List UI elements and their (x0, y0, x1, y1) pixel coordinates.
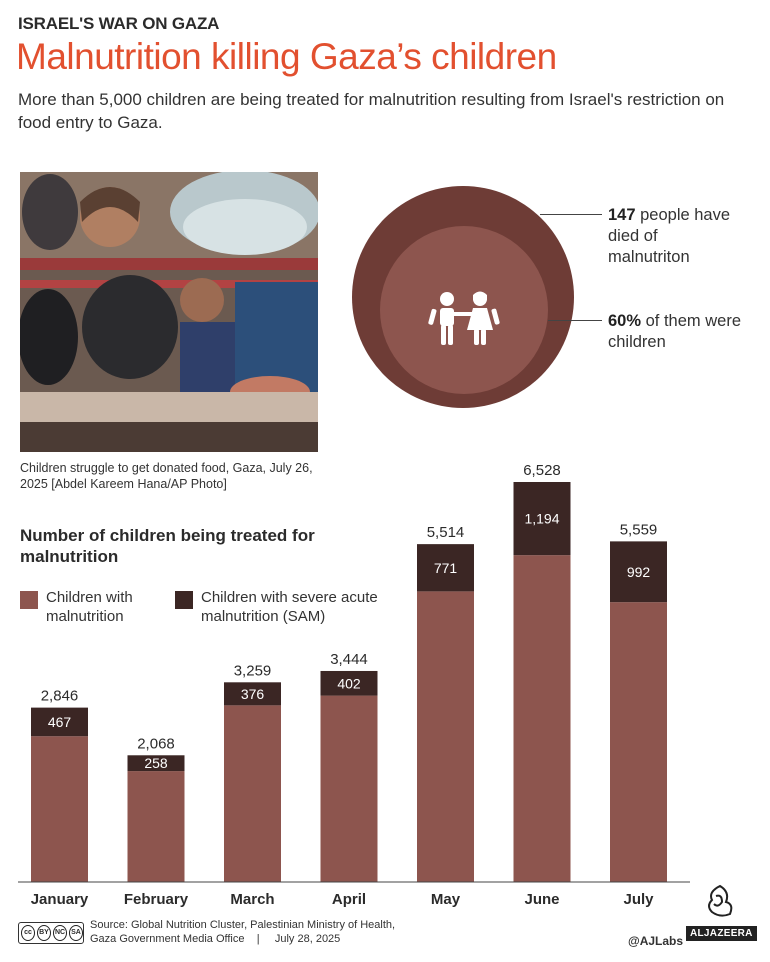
sam-value-label: 992 (626, 563, 651, 580)
source-note (90, 918, 395, 946)
total-value-label: 2,068 (137, 735, 175, 753)
section-kicker: ISRAEL'S WAR ON GAZA (18, 14, 220, 33)
cc-nc-icon: NC (53, 925, 67, 941)
aljazeera-emblem-icon (700, 884, 740, 918)
page-title: Malnutrition killing Gaza’s children (16, 36, 557, 77)
x-tick-label: January (30, 891, 89, 908)
sam-value-label: 1,194 (524, 510, 560, 527)
sam-value-label: 376 (240, 685, 265, 702)
x-tick-label: July (623, 891, 654, 908)
source-line-2: Gaza Government Media Office (90, 933, 245, 945)
cc-sa-icon: SA (69, 925, 83, 941)
total-value-label: 2,846 (40, 687, 79, 705)
x-tick-label: February (123, 891, 189, 908)
x-tick-label: March (230, 891, 275, 908)
cc-by-icon: BY (37, 925, 51, 941)
deaths-text: people have died of malnutriton (608, 206, 731, 266)
bar-malnutrition-january (31, 736, 88, 882)
bar-malnutrition-june (514, 555, 571, 882)
sam-value-label: 258 (144, 755, 168, 772)
total-value-label: 3,259 (233, 662, 272, 680)
sam-value-label: 402 (337, 675, 361, 692)
publish-date: July 28, 2025 (274, 933, 341, 945)
legend-label-malnutrition: Children with malnutrition (46, 589, 133, 625)
sam-value-label: 467 (47, 713, 72, 730)
photo-caption: Children struggle to get donated food, Gaza, July 26, 2025 [Abdel Kareem Hana/AP Photo] (20, 461, 313, 491)
bar-malnutrition-may (417, 591, 474, 882)
x-tick-label: June (524, 891, 560, 908)
total-value-label: 5,514 (426, 524, 465, 542)
bar-malnutrition-march (224, 705, 281, 882)
total-value-label: 6,528 (523, 462, 561, 479)
bar-malnutrition-april (321, 696, 378, 882)
sam-value-label: 771 (433, 559, 458, 576)
aj-labs-handle: @AJLabs (628, 934, 684, 948)
deaths-value: 147 (608, 206, 636, 224)
x-tick-label: May (430, 891, 461, 908)
source-separator: | (256, 933, 260, 945)
creative-commons-badge (18, 922, 84, 944)
bar-malnutrition-february (128, 771, 185, 882)
legend-label-sam: Children with severe acute malnutrition (SAM) (201, 589, 378, 625)
aljazeera-logo (686, 884, 754, 941)
children-text: of them were children (608, 312, 741, 351)
total-value-label: 5,559 (619, 521, 658, 539)
aljazeera-wordmark: ALJAZEERA (686, 926, 757, 941)
total-value-label: 3,444 (330, 650, 368, 668)
bar-malnutrition-july (610, 602, 667, 882)
x-tick-label: April (331, 891, 367, 908)
source-line-1: Source: Global Nutrition Cluster, Palestinian Ministry of Health, (90, 919, 396, 931)
cc-icon: cc (21, 925, 35, 941)
children-value: 60% (608, 312, 642, 330)
chart-title: Number of children being treated for malnutrition (20, 526, 315, 566)
page-subtitle: More than 5,000 children are being treated for malnutrition resulting from Israel's restriction on food entry to Gaza. (18, 90, 725, 132)
